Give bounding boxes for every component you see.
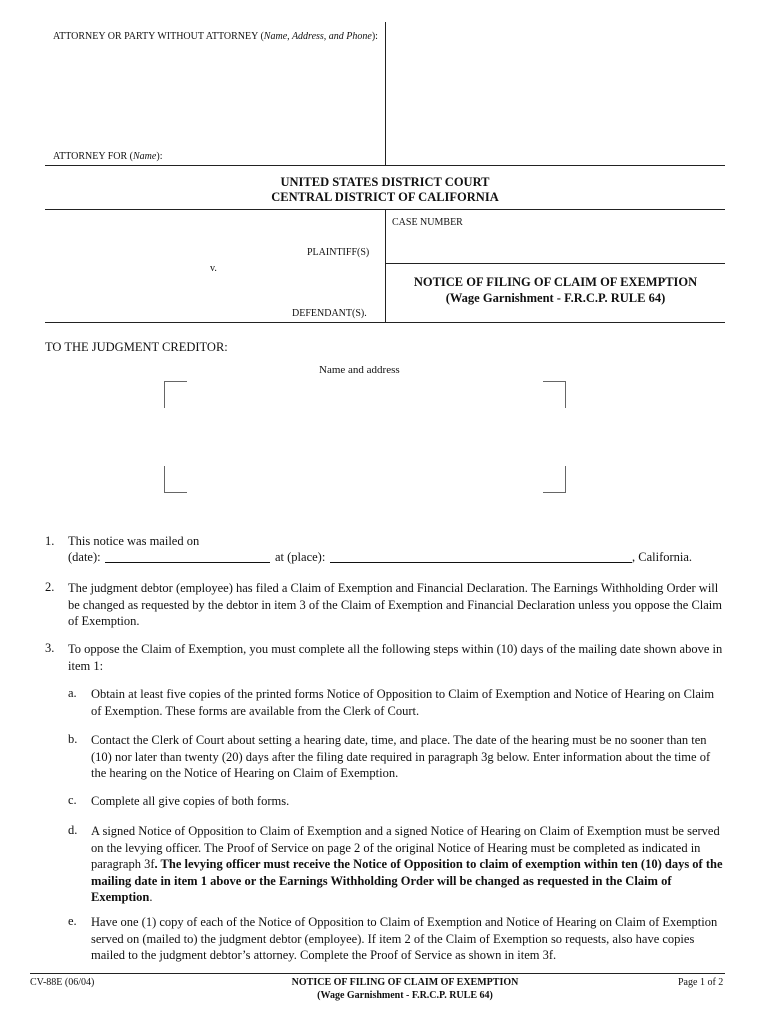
footer-title-line1: NOTICE OF FILING OF CLAIM OF EXEMPTION [291, 977, 519, 988]
item1-date-label: (date): [68, 550, 101, 564]
plaintiff-label: PLAINTIFF(S) [307, 247, 370, 258]
item2-text: The judgment debtor (employee) has filed a Claim of Exemption and Financial Declaration. The Earnings Withholding Order will be changed as requested by the debtor in item 3 of the Claim of Exemption and Financial Declaration unless you oppose the Claim of Exemption. [68, 581, 722, 628]
item3a-text: Obtain at least five copies of the printed forms Notice of Opposition to Claim of Exemption and Notice of Hearing on Claim of Exemption. These forms are available from the Clerk of Court. [91, 687, 715, 718]
address-corner-top-right [543, 381, 566, 408]
footer-title-line2: (Wage Garnishment - F.R.C.P. RULE 64) [317, 990, 493, 1001]
item3c-label: c. [68, 793, 77, 807]
defendant-label: DEFENDANT(S). [292, 308, 367, 319]
item3d-label: d. [68, 823, 78, 837]
attorney-for-label: ATTORNEY FOR (Name): [53, 151, 163, 162]
header-divider-vertical [385, 22, 386, 166]
item3b-label: b. [68, 732, 78, 746]
item1-place-field[interactable] [330, 550, 632, 563]
address-corner-bottom-right [543, 466, 566, 493]
item3c-text: Complete all give copies of both forms. [91, 794, 290, 808]
item3e-text: Have one (1) copy of each of the Notice of Opposition to Claim of Exemption and Notice of Hearing on Claim of Exemption served on (mailed to) the judgment debtor (employee). If item 2 of the Claim of Exemption so requests, also have copies mailed to the judgment debtor’s attorney. Complete the Proof of Service as shown in item 3f. [91, 915, 718, 962]
notice-title-line1: NOTICE OF FILING OF CLAIM OF EXEMPTION [413, 275, 698, 289]
caption-bottom-rule [45, 322, 725, 323]
caption-case-number-rule [385, 263, 725, 264]
item3-number: 3. [45, 641, 55, 655]
case-number-label: CASE NUMBER [392, 217, 463, 228]
item3a-label: a. [68, 686, 77, 700]
address-corner-bottom-left [164, 466, 187, 493]
item1-number: 1. [45, 534, 55, 548]
item1-date-field[interactable] [105, 550, 270, 563]
judgment-creditor-label: TO THE JUDGMENT CREDITOR: [45, 340, 228, 354]
versus-label: v. [210, 263, 217, 274]
item3e-label: e. [68, 914, 77, 928]
attorney-label: ATTORNEY OR PARTY WITHOUT ATTORNEY (Name, Address, and Phone): [53, 31, 378, 42]
item3d-text: A signed Notice of Opposition to Claim of Exemption and a signed Notice of Hearing on Claim of Exemption must be served on the levying officer. The Proof of Service on page 2 of the original Notice of Hearing must be completed as indicated in paragraph 3f. The levying officer must receive the Notice of Opposition to claim of exemption within ten (10) days of the mailing date in item 1 above or the Earnings Withholding Order will be changed as requested in the Claim of Exemption. [91, 824, 723, 904]
court-name-line2: CENTRAL DISTRICT OF CALIFORNIA [271, 190, 499, 204]
footer-form-id: CV-88E (06/04) [30, 977, 95, 988]
item2-number: 2. [45, 580, 55, 594]
footer-page-number: Page 1 of 2 [678, 977, 724, 988]
item3b-text: Contact the Clerk of Court about setting a hearing date, time, and place. The date of the hearing must be no sooner than ten (10) nor later than twenty (20) days after the filing date required in paragraph 3g below. Enter information about the time of the hearing on the Notice of Hearing on Claim of Exemption. [91, 733, 711, 780]
item1-place-label: at (place): [275, 550, 326, 564]
court-name-line1: UNITED STATES DISTRICT COURT [280, 175, 490, 189]
address-corner-top-left [164, 381, 187, 408]
notice-title-line2: (Wage Garnishment - F.R.C.P. RULE 64) [445, 291, 666, 305]
footer-rule [30, 973, 725, 974]
item3-text: To oppose the Claim of Exemption, you must complete all the following steps within (10) days of the mailing date shown above in item 1: [68, 642, 723, 673]
header-bottom-rule [45, 165, 725, 166]
name-address-label: Name and address [319, 364, 400, 376]
item1-text: This notice was mailed on [68, 534, 200, 548]
item1-state-label: , California. [632, 550, 693, 564]
